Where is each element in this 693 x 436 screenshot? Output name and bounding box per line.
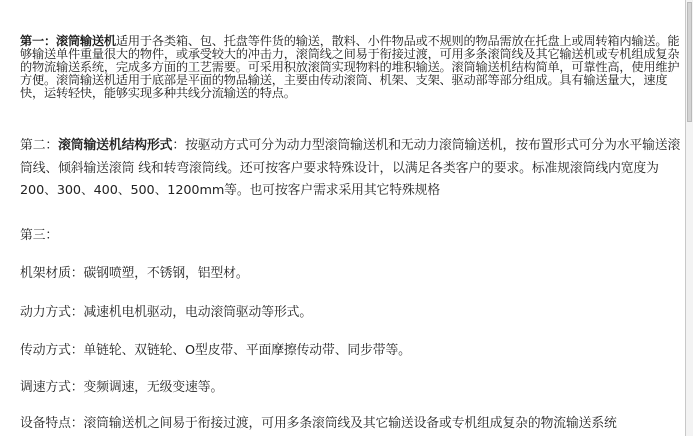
transmission-mode-line: 传动方式：单链轮、双链轮、O型皮带、平面摩擦传动带、同步带等。 — [20, 343, 411, 358]
scrollbar-thumb[interactable] — [687, 2, 692, 122]
section-2-prefix: 第二： — [20, 138, 59, 153]
section-1-lead: 第一：滚筒输送机 — [20, 34, 116, 48]
power-mode-line: 动力方式：减速机电机驱动，电动滚筒驱动等形式。 — [20, 305, 313, 320]
equipment-feature-line: 设备特点：滚筒输送机之间易于衔接过渡，可用多条滚筒线及其它输送设备或专机组成复杂的物流输送系统 — [20, 416, 617, 431]
section-2-paragraph — [20, 135, 684, 203]
section-1-text: 适用于各类箱、包、托盘等件货的输送，散料、小件物品或不规则的物品需放在托盘上或周转箱内输送。能够输送单件重量很大的物件，或承受较大的冲击力，滚筒线之间易于衔接过渡，可用多条滚筒线及其它输送机或专机组成复杂的物流输送系统，完成多方面的工艺需要。可采用积放滚筒实现物料的堆积输送。滚筒输送机结构简单，可靠性高，使用维护方便。滚筒输送机适用于底部是平面的物品输送，主要由传动滚筒、机架、支架、驱动部等部分组成。具有输送量大，速度快，运转轻快，能够实现多种共线分流输送的特点。 — [20, 34, 680, 100]
speed-control-line: 调速方式：变频调速，无级变速等。 — [20, 380, 224, 395]
section-2-lead: 滚筒输送机结构形式 — [58, 138, 173, 153]
section-2-text: ：按驱动方式可分为动力型滚筒输送机和无动力滚筒输送机，按布置形式可分为水平输送滚筒线、倾斜输送滚筒 线和转弯滚筒线。还可按客户要求特殊设计，以满足各类客户的要求。标准规滚筒线内宽度为200、300、400、500、1200mm等。也可按客户需求采用其它特殊规格 — [20, 138, 681, 198]
vertical-scrollbar[interactable] — [685, 0, 693, 436]
section-1-paragraph — [20, 35, 684, 100]
frame-material-line: 机架材质：碳钢喷塑，不锈钢，铝型材。 — [20, 266, 249, 281]
section-3-heading: 第三： — [20, 228, 59, 243]
